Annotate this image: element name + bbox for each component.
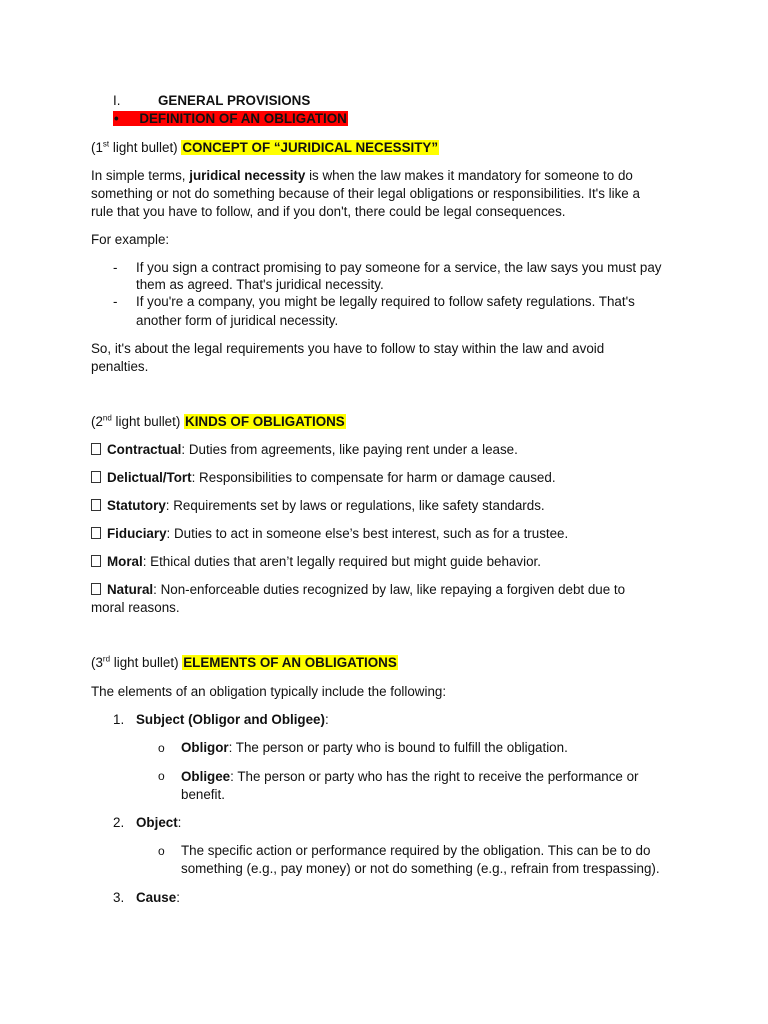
section3-title: ELEMENTS OF AN OBLIGATIONS (183, 655, 397, 670)
element-2-number: 2. (113, 815, 125, 830)
heading-numeral: I. (113, 93, 121, 108)
section1-header: (1st light bullet) CONCEPT OF “JURIDICAL NECESSITY” (91, 139, 439, 155)
summary-line1: So, it's about the legal requirements you have to follow to stay within the law and avoid (91, 341, 605, 356)
kind-item-statutory: Statutory: Requirements set by laws or regulations, like safety standards. (91, 498, 545, 513)
kind-item-moral: Moral: Ethical duties that aren’t legally required but might guide behavior. (91, 554, 541, 569)
sub-bullet-object: o (158, 844, 165, 858)
summary-line2: penalties. (91, 359, 149, 374)
checkbox-icon (91, 583, 101, 595)
checkbox-icon (91, 443, 101, 455)
section1-intro-line3: rule that you have to follow, and if you don't, there could be legal consequences. (91, 204, 566, 219)
section1-intro-line1: In simple terms, juridical necessity is when the law makes it mandatory for someone to do (91, 168, 633, 183)
example-1-line2: them as agreed. That's juridical necessity. (136, 277, 384, 292)
dash-1: - (113, 260, 118, 275)
example-2-line2: another form of juridical necessity. (136, 313, 339, 328)
element-3-number: 3. (113, 890, 125, 905)
element-1-label: Subject (Obligor and Obligee): (136, 712, 329, 727)
kind-item-natural: Natural: Non-enforceable duties recognized by law, like repaying a forgiven debt due to (91, 582, 625, 597)
kind-item-delictual: Delictual/Tort: Responsibilities to compensate for harm or damage caused. (91, 470, 556, 485)
red-bullet: • (113, 111, 138, 126)
sub-bullet-obligor: o (158, 741, 165, 755)
kind-item-fiduciary: Fiduciary: Duties to act in someone else’s best interest, such as for a trustee. (91, 526, 568, 541)
kind-item-natural-line2: moral reasons. (91, 600, 180, 615)
section1-intro-line2: something or not do something because of their legal obligations or responsibilities. It's like a (91, 186, 640, 201)
obligor-line: Obligor: The person or party who is bound to fulfill the obligation. (181, 740, 568, 755)
dash-2: - (113, 294, 118, 309)
checkbox-icon (91, 527, 101, 539)
example-label: For example: (91, 232, 170, 247)
section3-intro: The elements of an obligation typically include the following: (91, 684, 447, 699)
kind-item-contractual: Contractual: Duties from agreements, like paying rent under a lease. (91, 442, 518, 457)
checkbox-icon (91, 555, 101, 567)
section2-header: (2nd light bullet) KINDS OF OBLIGATIONS (91, 413, 345, 429)
sub-bullet-obligee: o (158, 769, 165, 783)
element-1-number: 1. (113, 712, 125, 727)
red-bullet-text: DEFINITION OF AN OBLIGATION (139, 111, 347, 126)
checkbox-icon (91, 499, 101, 511)
obligee-line: Obligee: The person or party who has the right to receive the performance or (181, 769, 639, 784)
section3-header: (3rd light bullet) ELEMENTS OF AN OBLIGATIONS (91, 654, 397, 670)
checkbox-icon (91, 471, 101, 483)
section2-title: KINDS OF OBLIGATIONS (185, 414, 345, 429)
obligee-line2: benefit. (181, 787, 225, 802)
section1-title: CONCEPT OF “JURIDICAL NECESSITY” (182, 140, 439, 155)
object-desc-line2: something (e.g., pay money) or not do something (e.g., refrain from trespassing). (181, 861, 660, 876)
object-desc-line1: The specific action or performance required by the obligation. This can be to do (181, 843, 651, 858)
element-2-label: Object: (136, 815, 182, 830)
example-2-line1: If you're a company, you might be legally required to follow safety regulations. That's (136, 294, 635, 309)
heading-title: GENERAL PROVISIONS (158, 93, 311, 108)
example-1-line1: If you sign a contract promising to pay someone for a service, the law says you must pay (136, 260, 662, 275)
red-bullet-line (113, 111, 348, 126)
element-3-label: Cause: (136, 890, 180, 905)
